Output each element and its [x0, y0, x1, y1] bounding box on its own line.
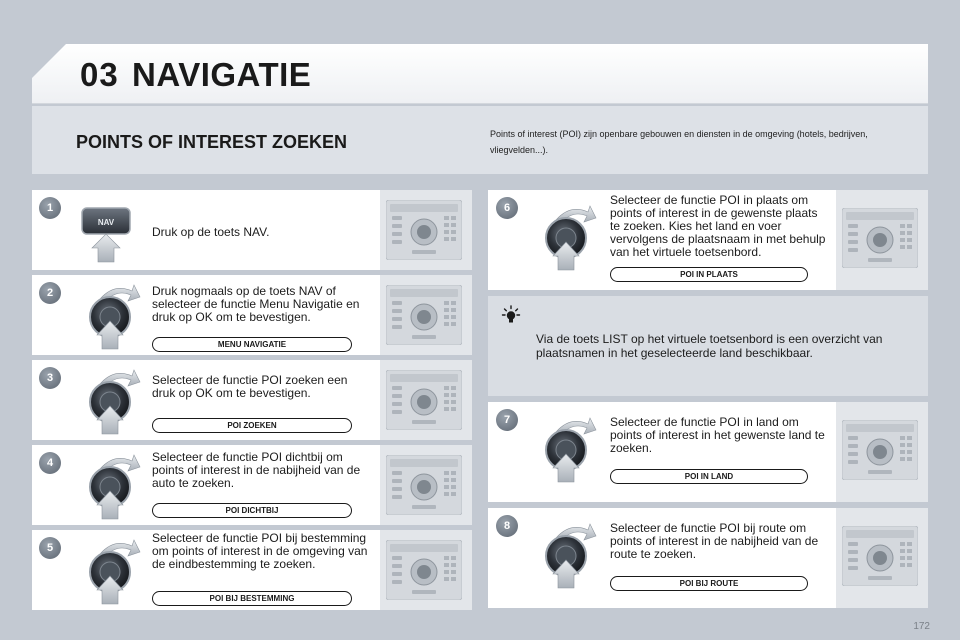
step-text: Selecteer de functie POI in land om points of interest in het gewenste land te zoeken.	[610, 415, 825, 455]
radio-unit-graphic	[386, 540, 462, 600]
radio-unit-graphic	[386, 200, 462, 260]
intro-text: Points of interest (POI) zijn openbare gebouwen en diensten in de omgeving (hotels, bedrijven, vliegvelden...).	[490, 129, 868, 155]
menu-tag: POI IN LAND	[610, 469, 808, 484]
step-panel-1	[32, 190, 472, 270]
menu-tag: POI BIJ BESTEMMING	[152, 591, 352, 606]
step-text: Selecteer de functie POI dichtbij om points of interest in de nabijheid van de auto te zoeken.	[152, 450, 361, 490]
radio-unit-graphic	[842, 420, 918, 480]
rotary-knob-graphic	[80, 364, 144, 436]
rotary-knob-icon	[536, 200, 600, 277]
step-badge-4: 4	[39, 452, 61, 474]
step-text: Druk nogmaals op de toets NAV of selecteer de functie Menu Navigatie en druk op OK om te bevestigen.	[152, 284, 360, 324]
radio-unit-graphic	[386, 455, 462, 515]
radio-unit-icon	[386, 370, 462, 435]
radio-unit-icon	[386, 200, 462, 265]
step-panel-8	[488, 508, 928, 608]
menu-tag: MENU NAVIGATIE	[152, 337, 352, 352]
nav-button-graphic	[76, 198, 140, 264]
rotary-knob-icon	[536, 518, 600, 595]
step-text: Druk op de toets NAV.	[152, 225, 270, 239]
rotary-knob-graphic	[80, 279, 144, 351]
rotary-knob-icon	[80, 534, 144, 610]
menu-tag: POI ZOEKEN	[152, 418, 352, 433]
step-badge-3: 3	[39, 367, 61, 389]
section-header	[32, 106, 928, 174]
menu-tag: POI DICHTBIJ	[152, 503, 352, 518]
radio-unit-icon	[386, 455, 462, 520]
nav-button-icon	[76, 198, 140, 269]
step-badge-7: 7	[496, 409, 518, 431]
step-panel-2	[32, 275, 472, 355]
rotary-knob-graphic	[536, 518, 600, 590]
nav-button-label: NAV	[97, 218, 115, 227]
page-title: NAVIGATIE	[132, 56, 312, 93]
step-badge-2: 2	[39, 282, 61, 304]
step-text: Selecteer de functie POI bij bestemming om points of interest in de omgeving van de eindbestemming te zoeken.	[152, 531, 368, 571]
menu-tag: POI BIJ ROUTE	[610, 576, 808, 591]
page-number: 172	[913, 621, 930, 632]
page-header	[32, 44, 928, 104]
menu-tag: POI IN PLAATS	[610, 267, 808, 282]
radio-unit-graphic	[842, 526, 918, 586]
radio-unit-graphic	[842, 208, 918, 268]
rotary-knob-graphic	[536, 200, 600, 272]
section-title: POINTS OF INTEREST ZOEKEN	[76, 132, 348, 152]
step-panel-7	[488, 402, 928, 502]
step-text: Selecteer de functie POI zoeken een druk op OK om te bevestigen.	[152, 373, 348, 400]
radio-unit-icon	[386, 540, 462, 605]
step-badge-1: 1	[39, 197, 61, 219]
lightbulb-icon	[500, 304, 522, 331]
step-badge-5: 5	[39, 537, 61, 559]
step-badge-8: 8	[496, 515, 518, 537]
step-text: Selecteer de functie POI in plaats om points of interest in de gewenste plaats te zoeken. Kies het land en voer vervolgens de plaatsnaam in met behulp van het virtuele toetsenbord.	[610, 193, 826, 259]
step-panel-5	[32, 530, 472, 610]
radio-unit-icon	[386, 285, 462, 350]
chapter-number: 03	[80, 56, 119, 93]
rotary-knob-graphic	[536, 412, 600, 484]
step-panel-4	[32, 445, 472, 525]
rotary-knob-icon	[80, 364, 144, 440]
radio-unit-graphic	[386, 285, 462, 345]
radio-unit-icon	[842, 526, 918, 591]
step-text: Selecteer de functie POI bij route om points of interest in de nabijheid van de route te zoeken.	[610, 521, 819, 561]
tip-panel	[488, 296, 928, 396]
radio-unit-icon	[842, 420, 918, 485]
rotary-knob-graphic	[80, 534, 144, 606]
rotary-knob-icon	[80, 449, 144, 525]
rotary-knob-icon	[80, 279, 144, 355]
step-badge-6: 6	[496, 197, 518, 219]
rotary-knob-graphic	[80, 449, 144, 521]
tip-text: Via de toets LIST op het virtuele toetsenbord is een overzicht van plaatsnamen in het geselecteerde land beschikbaar.	[536, 332, 883, 360]
radio-unit-icon	[842, 208, 918, 273]
rotary-knob-icon	[536, 412, 600, 489]
step-panel-6	[488, 190, 928, 290]
step-panel-3	[32, 360, 472, 440]
radio-unit-graphic	[386, 370, 462, 430]
